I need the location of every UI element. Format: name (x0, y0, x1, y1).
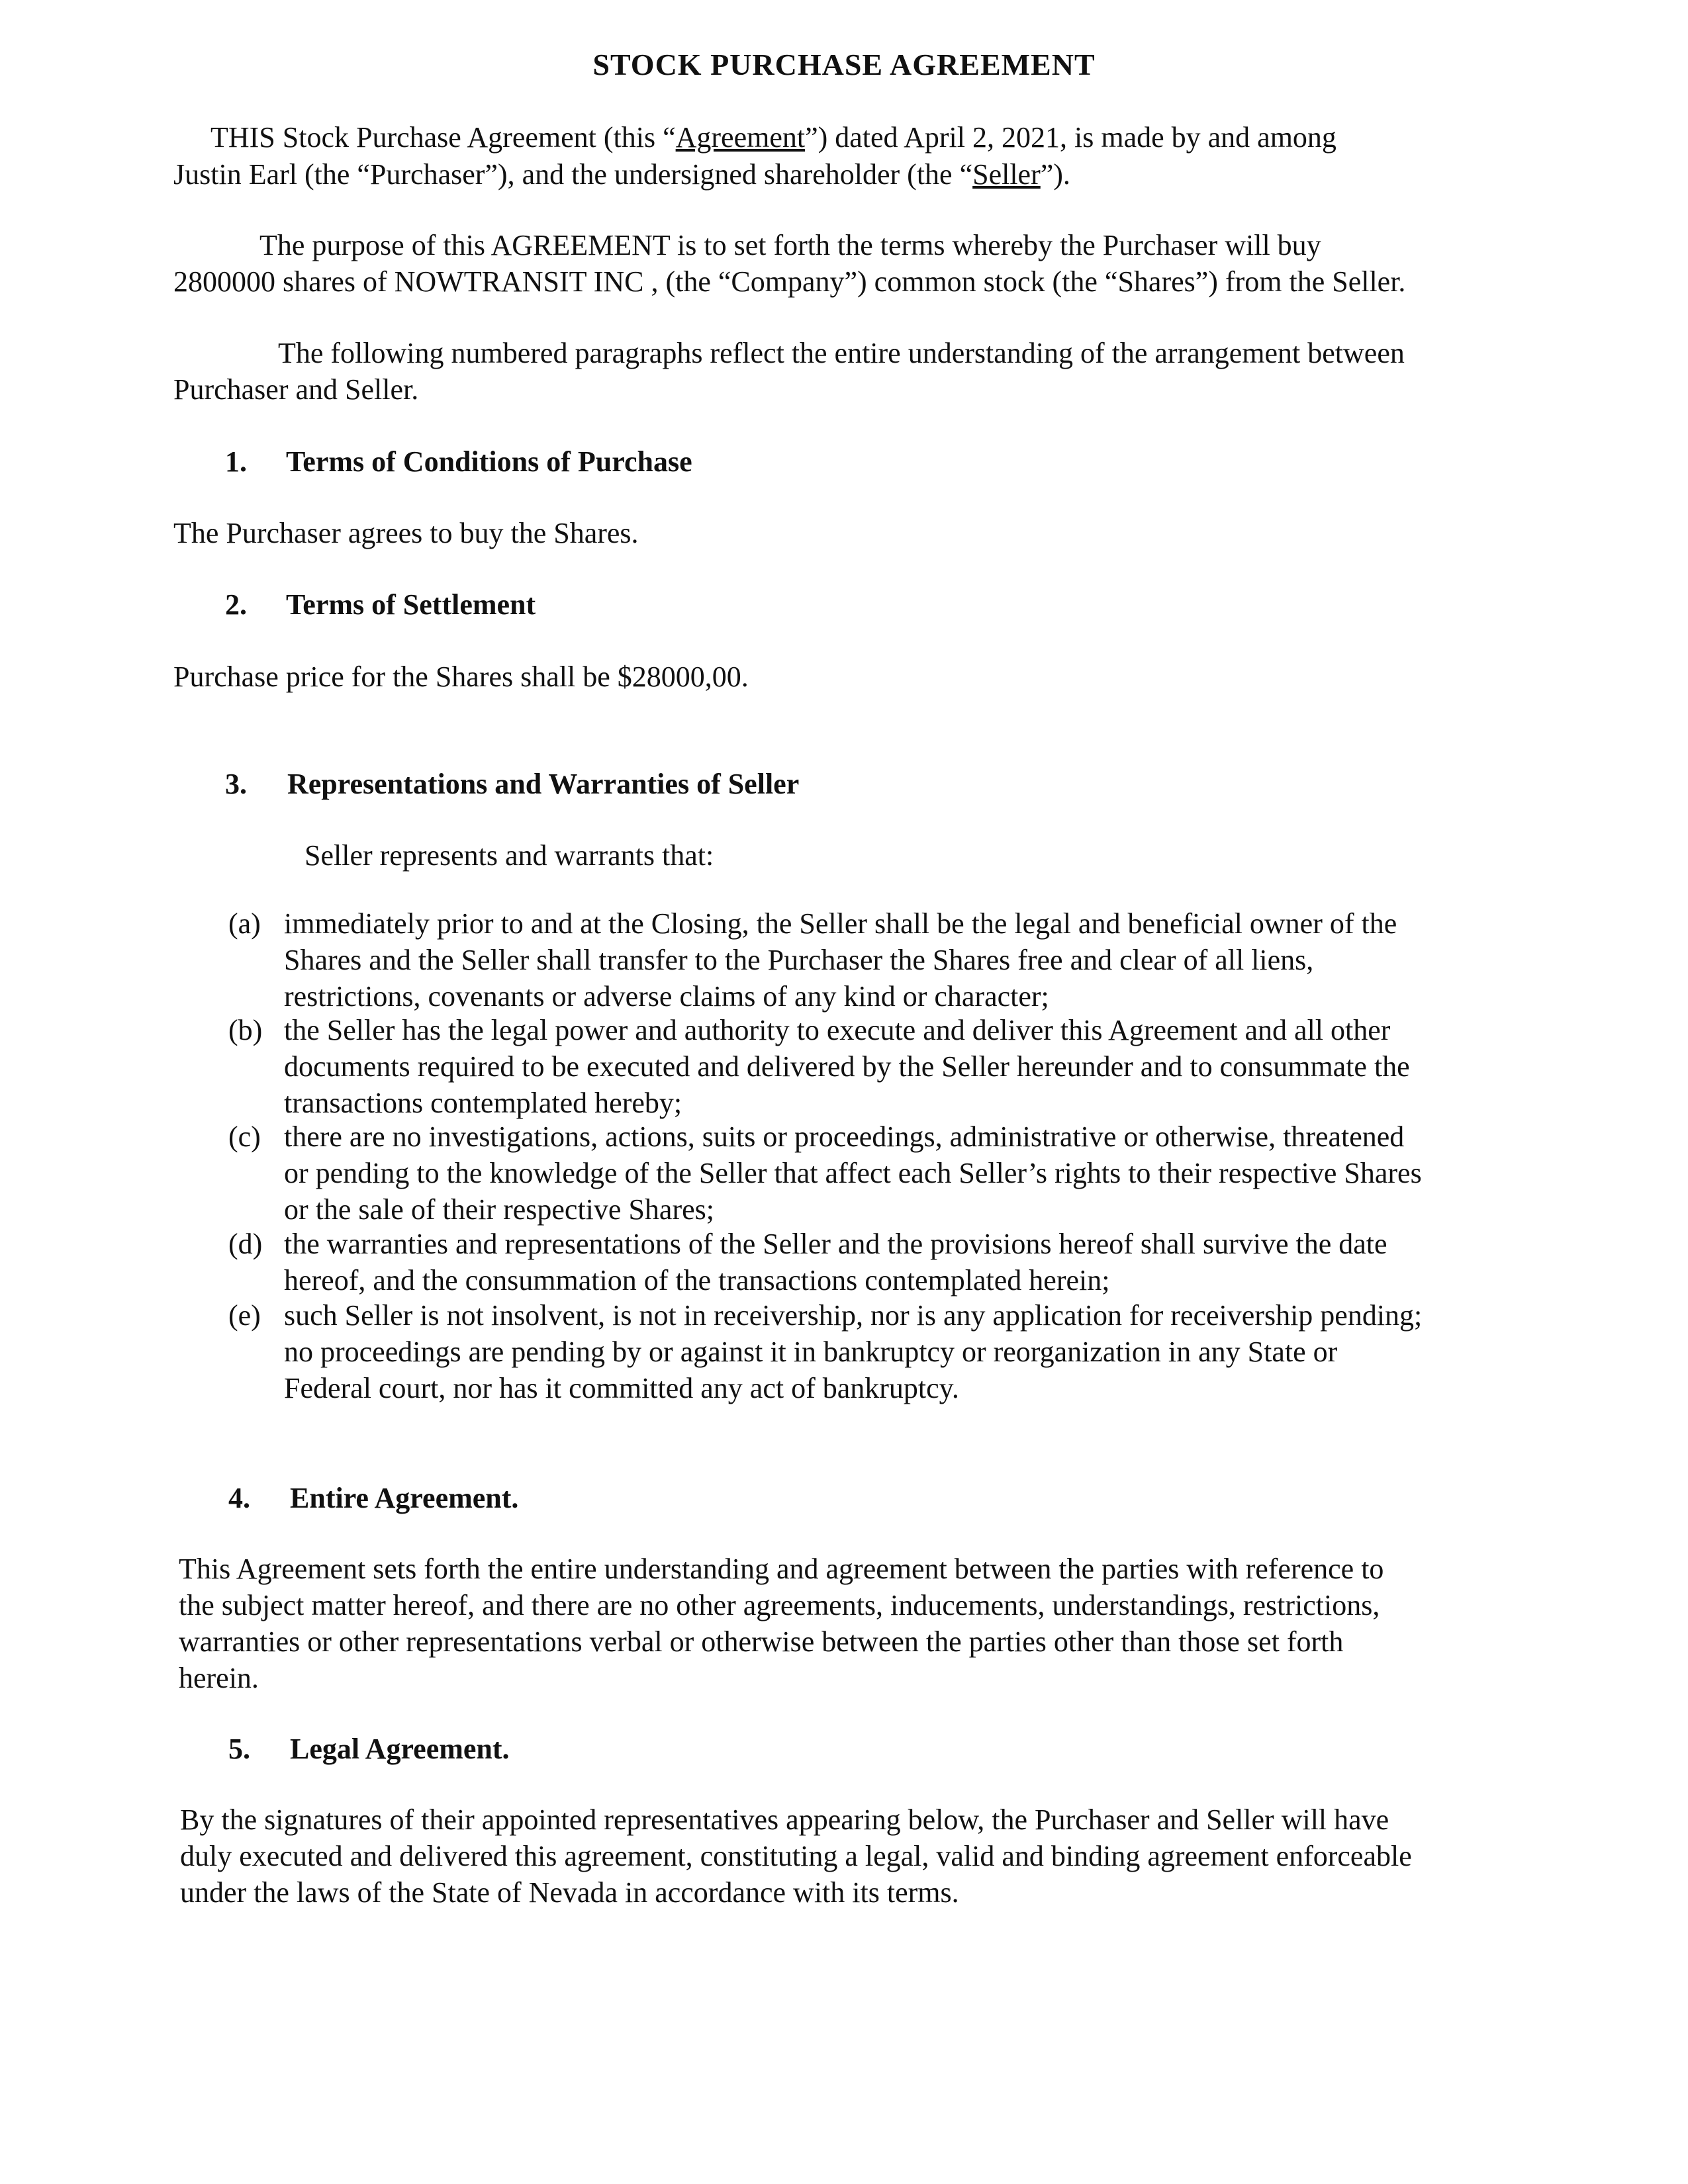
section-3-heading: Representations and Warranties of Seller (287, 768, 800, 800)
intro-line-2-end: ”). (1040, 158, 1070, 191)
warranty-item-b-label: (b) (228, 1014, 263, 1046)
section-4-line-2: the subject matter hereof, and there are no other agreements, inducements, understandings, restrictions, (179, 1589, 1380, 1621)
seller-defined-term: Seller (972, 158, 1041, 191)
section-2-number: 2. (225, 588, 247, 621)
section-4-line-3: warranties or other representations verbal or otherwise between the parties other than those set forth (179, 1625, 1344, 1658)
section-2-heading: Terms of Settlement (286, 588, 536, 621)
purpose-line-1: The purpose of this AGREEMENT is to set forth the terms whereby the Purchaser will buy (259, 229, 1321, 261)
warranty-item-d-label: (d) (228, 1228, 263, 1260)
warranty-item-d-line-1: the warranties and representations of the Seller and the provisions hereof shall survive the date (284, 1228, 1387, 1260)
warranty-item-a-line-1: immediately prior to and at the Closing, the Seller shall be the legal and beneficial owner of the (284, 907, 1397, 940)
section-3-lead: Seller represents and warrants that: (305, 839, 714, 872)
warranty-item-c-line-2: or pending to the knowledge of the Seller that affect each Seller’s rights to their respective Shares (284, 1157, 1422, 1189)
section-5-line-3: under the laws of the State of Nevada in accordance with its terms. (180, 1876, 959, 1909)
intro-line-2-start: Justin Earl (the “Purchaser”), and the undersigned shareholder (the “ (173, 158, 973, 191)
warranty-item-a-label: (a) (228, 907, 261, 940)
intro-line-1-end: ”) dated April 2, 2021, is made by and among (805, 121, 1336, 154)
warranty-item-e-label: (e) (228, 1299, 261, 1332)
warranty-item-a-line-3: restrictions, covenants or adverse claims of any kind or character; (284, 980, 1049, 1013)
section-2-text: Purchase price for the Shares shall be $28000,00. (173, 660, 749, 693)
warranty-item-b-line-2: documents required to be executed and delivered by the Seller hereunder and to consummate the (284, 1050, 1410, 1083)
section-4-line-4: herein. (179, 1662, 259, 1694)
intro-line-2 (173, 156, 1070, 193)
warranty-item-a-line-2: Shares and the Seller shall transfer to the Purchaser the Shares free and clear of all liens, (284, 944, 1314, 976)
agreement-defined-term: Agreement (675, 121, 806, 154)
warranty-item-b-line-1: the Seller has the legal power and authority to execute and deliver this Agreement and all other (284, 1014, 1391, 1046)
section-5-line-2: duly executed and delivered this agreement, constituting a legal, valid and binding agreement enforceable (180, 1840, 1412, 1872)
warranty-item-e-line-2: no proceedings are pending by or against it in bankruptcy or reorganization in any State or (284, 1336, 1338, 1368)
section-1-number: 1. (225, 445, 247, 478)
warranty-item-b-line-3: transactions contemplated hereby; (284, 1087, 682, 1119)
section-5-line-1: By the signatures of their appointed representatives appearing below, the Purchaser and Seller will have (180, 1803, 1389, 1836)
section-4-line-1: This Agreement sets forth the entire understanding and agreement between the parties with reference to (179, 1553, 1384, 1585)
warranty-item-c-line-1: there are no investigations, actions, suits or proceedings, administrative or otherwise, threatened (284, 1120, 1405, 1153)
warranty-item-c-line-3: or the sale of their respective Shares; (284, 1193, 714, 1226)
document-title: STOCK PURCHASE AGREEMENT (592, 48, 1096, 81)
section-1-text: The Purchaser agrees to buy the Shares. (173, 517, 639, 549)
warranty-item-e-line-3: Federal court, nor has it committed any act of bankruptcy. (284, 1372, 959, 1404)
intro-line-1 (211, 119, 1336, 156)
section-4-number: 4. (228, 1482, 250, 1514)
intro-line-1-start: THIS Stock Purchase Agreement (this “ (211, 121, 676, 154)
section-5-number: 5. (228, 1733, 250, 1765)
following-line-2: Purchaser and Seller. (173, 373, 419, 406)
warranty-item-c-label: (c) (228, 1120, 261, 1153)
section-4-heading: Entire Agreement. (290, 1482, 519, 1514)
following-line-1: The following numbered paragraphs reflect the entire understanding of the arrangement between (278, 337, 1405, 369)
warranty-item-e-line-1: such Seller is not insolvent, is not in receivership, nor is any application for receivership pending; (284, 1299, 1423, 1332)
section-1-heading: Terms of Conditions of Purchase (286, 445, 692, 478)
section-3-number: 3. (225, 768, 247, 800)
purpose-line-2: 2800000 shares of NOWTRANSIT INC , (the “Company”) common stock (the “Shares”) from the Seller. (173, 265, 1406, 298)
section-5-heading: Legal Agreement. (290, 1733, 510, 1765)
warranty-item-d-line-2: hereof, and the consummation of the transactions contemplated herein; (284, 1264, 1110, 1297)
